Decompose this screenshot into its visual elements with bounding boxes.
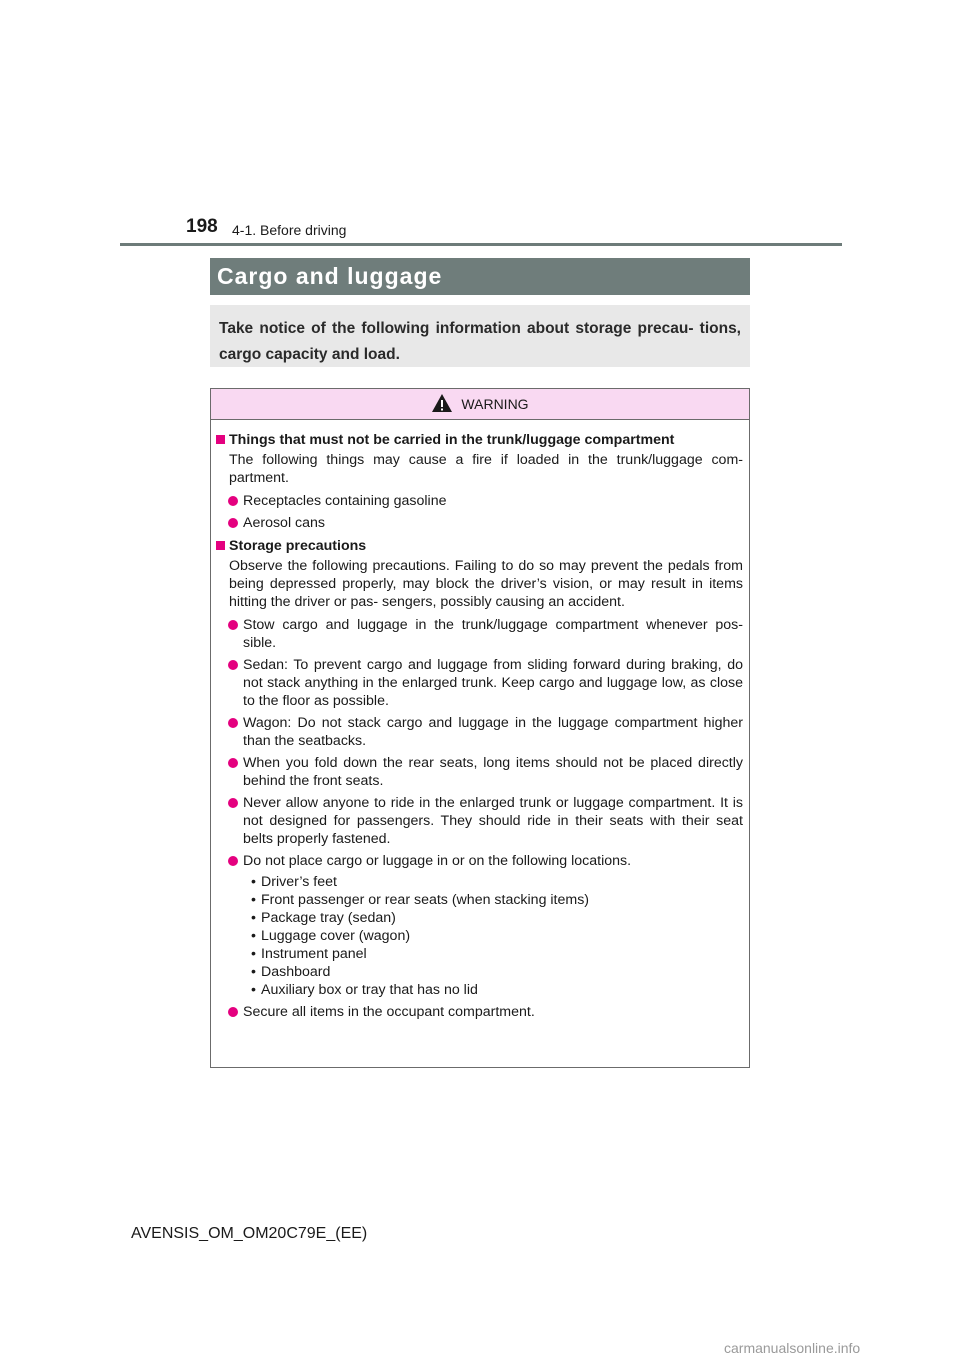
page-number: 198 bbox=[186, 216, 218, 237]
location-item: • Driver’s feet bbox=[216, 873, 743, 891]
section-heading: Things that must not be carried in the trunk/luggage compartment bbox=[216, 431, 743, 449]
round-bullet-icon bbox=[228, 856, 238, 866]
location-item: • Instrument panel bbox=[216, 945, 743, 963]
page-title: Cargo and luggage bbox=[217, 263, 443, 289]
list-item: Stow cargo and luggage in the trunk/luggage compartment whenever pos- sible. bbox=[216, 616, 743, 652]
section-reference: 4-1. Before driving bbox=[232, 222, 347, 238]
location-item: • Package tray (sedan) bbox=[216, 909, 743, 927]
section-paragraph: The following things may cause a fire if loaded in the trunk/luggage com- partment. bbox=[229, 452, 743, 486]
list-item: Never allow anyone to ride in the enlarged trunk or luggage compartment. It is not designed for passengers. They should ride in their seats with their seat belts properly fastened. bbox=[216, 794, 743, 848]
location-item: • Auxiliary box or tray that has no lid bbox=[216, 981, 743, 999]
page-title-bar bbox=[210, 258, 750, 295]
location-item: • Front passenger or rear seats (when stacking items) bbox=[216, 891, 743, 909]
list-item: Receptacles containing gasoline bbox=[216, 492, 743, 510]
round-bullet-icon bbox=[228, 620, 238, 630]
warning-box bbox=[210, 388, 750, 1068]
square-bullet-icon bbox=[216, 541, 225, 550]
round-bullet-icon bbox=[228, 798, 238, 808]
warning-triangle-icon bbox=[431, 393, 453, 413]
location-list bbox=[216, 873, 743, 999]
round-bullet-icon bbox=[228, 718, 238, 728]
list-item: Do not place cargo or luggage in or on the following locations. bbox=[216, 852, 743, 870]
list-item: Sedan: To prevent cargo and luggage from sliding forward during braking, do not stack anything in the enlarged trunk. Keep cargo and luggage low, as close to the floor as possible. bbox=[216, 656, 743, 710]
intro-box: Take notice of the following information about storage precau- tions, cargo capacity and load. bbox=[210, 305, 750, 367]
warning-header bbox=[211, 389, 749, 420]
round-bullet-icon bbox=[228, 496, 238, 506]
section-paragraph: Observe the following precautions. Failing to do so may prevent the pedals from being depressed properly, may block the driver’s vision, or may result in items hitting the driver or pas- sengers, possibly causing an accident. bbox=[229, 558, 743, 610]
round-bullet-icon bbox=[228, 758, 238, 768]
warning-body bbox=[211, 420, 749, 1021]
list-item: Aerosol cans bbox=[216, 514, 743, 532]
round-bullet-icon bbox=[228, 518, 238, 528]
round-bullet-icon bbox=[228, 660, 238, 670]
list-item: Wagon: Do not stack cargo and luggage in the luggage compartment higher than the seatbacks. bbox=[216, 714, 743, 750]
warning-label: WARNING bbox=[461, 396, 529, 412]
location-item: • Luggage cover (wagon) bbox=[216, 927, 743, 945]
list-item: Secure all items in the occupant compartment. bbox=[216, 1003, 743, 1021]
location-item: • Dashboard bbox=[216, 963, 743, 981]
watermark: carmanualsonline.info bbox=[724, 1340, 861, 1356]
list-item: When you fold down the rear seats, long items should not be placed directly behind the front seats. bbox=[216, 754, 743, 790]
square-bullet-icon bbox=[216, 435, 225, 444]
round-bullet-icon bbox=[228, 1007, 238, 1017]
header-rule bbox=[120, 243, 842, 246]
section-heading: Storage precautions bbox=[216, 537, 743, 555]
document-code: AVENSIS_OM_OM20C79E_(EE) bbox=[131, 1225, 368, 1242]
